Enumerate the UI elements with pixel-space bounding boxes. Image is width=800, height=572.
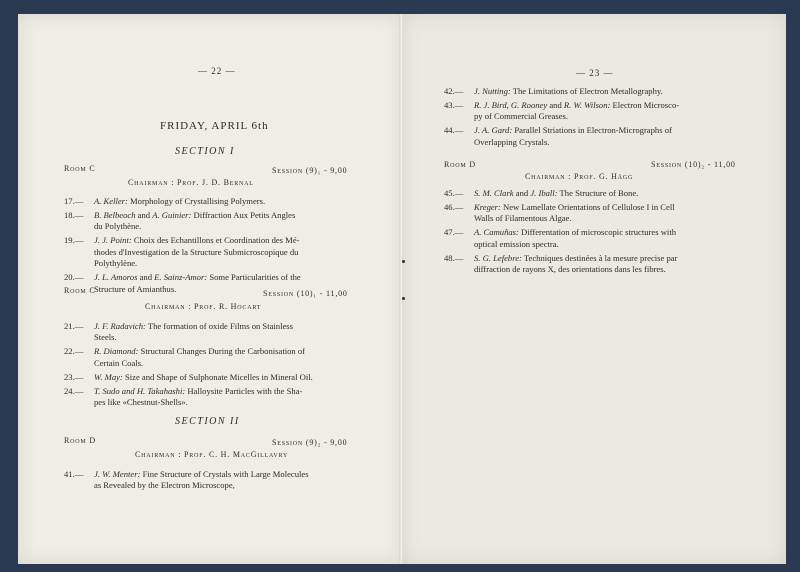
entry-number: 23.— [64, 371, 84, 382]
entry-text: as Revealed by the Electron Microscope, [94, 480, 235, 491]
entry-author: A. Keller: [94, 196, 128, 206]
entry-text: du Polythène. [94, 221, 142, 232]
entry-author: R. J. Bird, G. Rooney [474, 100, 548, 110]
section-title: SECTION II [175, 416, 240, 427]
entry-text: Parallel Striations in Electron-Micrographs of [512, 125, 672, 136]
entry-text: and [547, 100, 564, 110]
entry-first-line [94, 235, 364, 246]
entry-item [64, 346, 364, 369]
entry-text: Some Particularities of the [207, 272, 301, 283]
entry-item [64, 469, 374, 492]
entry-number: 20.— [64, 272, 84, 283]
entry-first-line [94, 469, 374, 480]
entry-number: 18.— [64, 210, 84, 220]
entry-author: J. J. Point: [94, 235, 132, 246]
entry-text: optical emission spectra. [474, 238, 559, 249]
entry-first-line [94, 321, 364, 332]
entry-author: S. M. Clark [474, 188, 514, 198]
entry-text: Structural Changes During the Carbonisation of [138, 346, 305, 357]
entry-item [444, 253, 774, 276]
chairman-label: Chairman : Prof. G. Hägg [525, 172, 634, 181]
entry-first-line [474, 253, 774, 264]
entry-item [64, 196, 364, 207]
entry-number: 47.— [444, 227, 464, 238]
entry-item [64, 372, 364, 383]
entry-author: J. Nutting: [474, 86, 511, 96]
page-number: — 22 — [198, 66, 236, 76]
entry-first-line [474, 125, 774, 136]
entry-text: New Lamellate Orientations of Cellulose I in Cell [500, 202, 675, 212]
entry-author: E. Sainz-Amor: [154, 272, 208, 283]
entry-text: Size and Shape of Sulphonate Micelles in Mineral Oil. [122, 371, 313, 382]
chairman-label: Chairman : Prof. J. D. Bernal [128, 178, 254, 187]
room-label: Room C [64, 164, 96, 173]
entry-item [444, 125, 774, 148]
entry-text: py of Commercial Greases. [474, 111, 569, 122]
room-label: Room C [64, 286, 96, 295]
entry-continuation-line [94, 480, 374, 491]
entry-text: Morphology of Crystallising Polymers. [127, 196, 266, 206]
entry-first-line [94, 372, 364, 383]
entry-author: J. W. Menter: [94, 469, 141, 479]
entry-author: T. Sudo and H. Takahashi: [94, 385, 186, 396]
entry-first-line [474, 202, 774, 213]
entry-text: The formation of oxide Films on Stainless [145, 321, 293, 331]
page-mark [402, 260, 405, 263]
entry-item [444, 86, 774, 97]
entry-continuation-line [474, 137, 774, 148]
entry-author: W. May: [94, 371, 123, 382]
entry-text: Halloysite Particles with the Sha- [185, 385, 303, 396]
entry-number: 46.— [444, 202, 464, 212]
session-label: Session (9)₁ - 9,00 [272, 166, 348, 175]
entry-author: R. W. Wilson: [563, 100, 611, 110]
entry-continuation-line [94, 247, 364, 258]
entry-author: Kreger: [474, 202, 501, 212]
entry-continuation-line [94, 397, 364, 408]
entry-text: and [137, 272, 155, 283]
entry-author: J. L. Amoros [94, 272, 138, 283]
entry-text: diffraction de rayons X, des orientations dans les fibres. [474, 264, 666, 275]
entry-author: J. F. Radavich: [94, 321, 146, 331]
entry-continuation-line [474, 239, 774, 250]
entry-text: The Structure of Bone. [557, 188, 639, 198]
entry-text: Choix des Echantillons et Coordination des Mé- [131, 235, 300, 246]
entry-continuation-line [474, 111, 774, 122]
entry-number: 42.— [444, 86, 464, 96]
entry-number: 43.— [444, 100, 464, 110]
entry-first-line [94, 210, 364, 221]
entry-item [444, 100, 774, 123]
session-label: Session (10)₂ - 11,00 [651, 160, 736, 169]
entry-author: R. Diamond: [94, 346, 139, 357]
entry-continuation-line [94, 258, 364, 269]
entry-text: Steels. [94, 332, 117, 343]
entry-number: 41.— [64, 469, 84, 479]
entry-number: 21.— [64, 321, 84, 331]
room-label: Room D [64, 436, 96, 445]
entry-author: A. Guinier: [152, 210, 192, 220]
entry-first-line [474, 86, 774, 97]
entry-text: Differentation of microscopic structures with [518, 227, 676, 238]
entry-first-line [94, 386, 364, 397]
page-mark [402, 297, 405, 300]
entry-text: and [513, 188, 531, 198]
entry-text: The Limitations of Electron Metallography. [510, 86, 663, 96]
entry-continuation-line [94, 332, 364, 343]
chairman-label: Chairman : Prof. R. Hocart [145, 302, 262, 311]
entry-text: Polythylène. [94, 258, 138, 269]
entry-number: 24.— [64, 385, 84, 396]
entry-first-line [94, 272, 364, 283]
entry-number: 44.— [444, 125, 464, 136]
entry-text: Electron Microsco- [610, 100, 680, 110]
entry-author: J. A. Gard: [474, 125, 513, 136]
entry-continuation-line [474, 213, 774, 224]
entry-continuation-line [94, 221, 364, 232]
entry-text: Structure of Amianthus. [94, 283, 177, 294]
entry-text: thodes d'Investigation de la Structure Submicroscopique du [94, 246, 299, 257]
entry-text: Techniques destinées à la mesure precise par [521, 252, 678, 263]
entry-author: S. G. Lefebre: [474, 252, 522, 263]
entry-first-line [474, 227, 774, 238]
entry-item [64, 210, 364, 233]
day-heading: FRIDAY, APRIL 6th [160, 120, 269, 132]
entry-text: Overlapping Crystals. [474, 136, 550, 147]
room-label: Room D [444, 160, 476, 169]
entry-item [64, 386, 364, 409]
left-page [18, 14, 402, 564]
entry-number: 19.— [64, 235, 84, 246]
entry-number: 48.— [444, 252, 464, 263]
entry-text: Diffraction Aux Petits Angles [191, 210, 296, 220]
entry-item [444, 188, 774, 199]
entry-number: 17.— [64, 196, 84, 206]
entry-first-line [474, 100, 774, 111]
entry-first-line [474, 188, 774, 199]
chairman-label: Chairman : Prof. C. H. MacGillavry [135, 450, 289, 459]
page-number: — 23 — [576, 68, 614, 78]
entry-author: J. Iball: [530, 188, 558, 198]
section-title: SECTION I [175, 146, 235, 157]
entry-author: A. Camuñas: [474, 227, 519, 238]
entry-text: pes like «Chestnut-Shells». [94, 397, 188, 408]
entry-item [64, 235, 364, 269]
entry-author: B. Belbeoch [94, 210, 136, 220]
entry-text: and [135, 210, 153, 220]
entry-number: 45.— [444, 188, 464, 198]
entry-text: Fine Structure of Crystals with Large Molecules [140, 469, 309, 479]
entry-first-line [94, 196, 364, 207]
entry-number: 22.— [64, 346, 84, 357]
entry-continuation-line [474, 264, 774, 275]
entry-item [444, 202, 774, 225]
entry-item [444, 227, 774, 250]
session-label: Session (9)₂ - 9,00 [272, 438, 348, 447]
entry-continuation-line [94, 358, 364, 369]
right-page [402, 14, 786, 564]
entry-text: Walls of Filamentous Algae. [474, 213, 572, 224]
entry-first-line [94, 346, 364, 357]
entry-text: Certain Coals. [94, 357, 144, 368]
entry-item [64, 321, 364, 344]
session-label: Session (10)₁ - 11,00 [263, 289, 348, 298]
